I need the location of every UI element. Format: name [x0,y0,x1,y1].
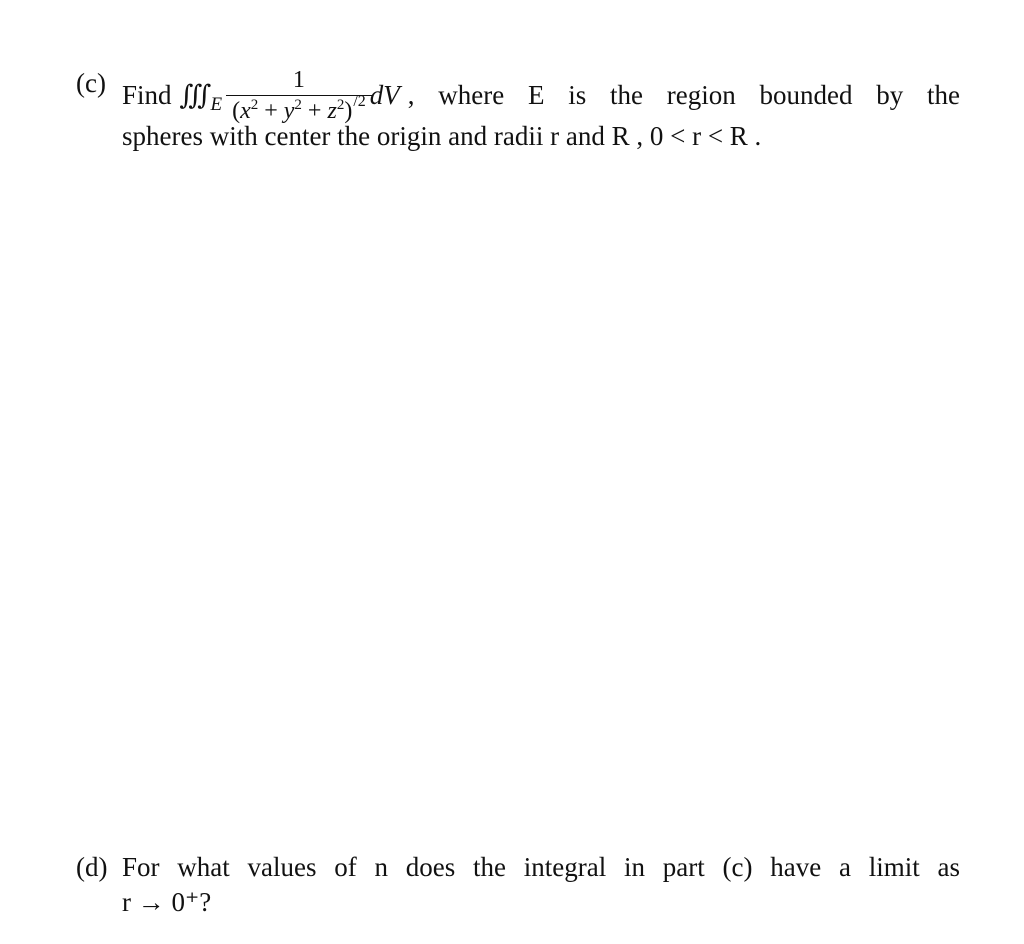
region-subscript: E [210,94,223,116]
triple-integral-symbol: ∭ [179,79,205,110]
problem-d-line-2: r → 0⁺? [122,887,212,918]
open-paren: ( [232,98,241,125]
problem-c [76,66,960,154]
find-word: Find [122,79,172,110]
problem-c-line-1 [122,66,960,125]
problem-c-line-2: spheres with center the origin and radii r and R , 0 < r < R . [122,120,762,151]
fraction-numerator: 1 [226,67,372,96]
integrand-fraction [230,67,368,126]
y-square: 2 [294,97,302,114]
close-paren: ) [344,98,353,125]
plus-1: + [264,98,278,125]
problem-d [76,850,960,920]
problem-d-label: (d) [76,852,108,882]
z-square: 2 [336,97,345,114]
differential-dv: dV [369,79,400,110]
problem-c-label: (c) [76,68,106,98]
problem-d-body [122,850,960,920]
var-x: x [240,98,251,125]
problem-c-line-1-rest: , where E is the region bounded by the [407,79,960,110]
plus-2: + [307,98,322,125]
denominator-exponent: /2 [353,93,366,111]
problem-c-body [122,66,960,154]
x-square: 2 [250,97,259,114]
fraction-denominator [230,93,368,126]
problem-d-line-1: For what values of n does the integral in part (c) have a limit as [122,852,960,882]
var-y: y [283,98,295,125]
var-z: z [327,98,337,125]
